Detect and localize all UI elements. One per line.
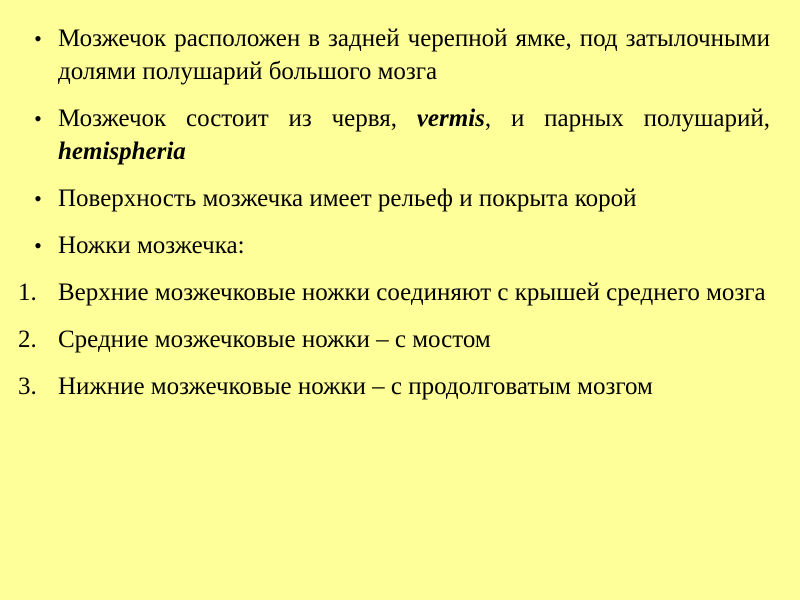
number-marker: 1. xyxy=(18,279,37,306)
term-vermis: vermis xyxy=(416,105,485,132)
term-hemispheria: hemispheria xyxy=(58,138,186,165)
list-item-text: Поверхность мозжечка имеет рельеф и покрыта корой xyxy=(58,185,637,212)
list-item-2 xyxy=(18,102,770,168)
bullet-marker: • xyxy=(34,233,42,258)
slide-content xyxy=(18,22,770,417)
list-item-text: Нижние мозжечковые ножки – с продолговатым мозгом xyxy=(58,373,653,400)
numbered-item-3 xyxy=(18,370,770,403)
bullet-marker: • xyxy=(34,26,42,51)
list-item-text: Мозжечок расположен в задней черепной ямке, под затылочными долями полушарий большого мозга xyxy=(58,25,770,85)
list-item-text: Ножки мозжечка: xyxy=(58,232,245,259)
number-marker: 2. xyxy=(18,326,37,353)
list-item-3 xyxy=(18,182,770,215)
numbered-item-2 xyxy=(18,323,770,356)
list-item-text: Верхние мозжечковые ножки соединяют с крышей среднего мозга xyxy=(58,279,766,306)
bullet-marker: • xyxy=(34,186,42,211)
numbered-item-1 xyxy=(18,276,770,309)
list-item-text: Средние мозжечковые ножки – с мостом xyxy=(58,326,491,353)
number-marker: 3. xyxy=(18,373,37,400)
list-item-1 xyxy=(18,22,770,88)
bullet-marker: • xyxy=(34,106,42,131)
list-item-text: Мозжечок состоит из червя, vermis, и парных полушарий, hemispheria xyxy=(58,105,770,165)
list-item-4 xyxy=(18,229,770,262)
